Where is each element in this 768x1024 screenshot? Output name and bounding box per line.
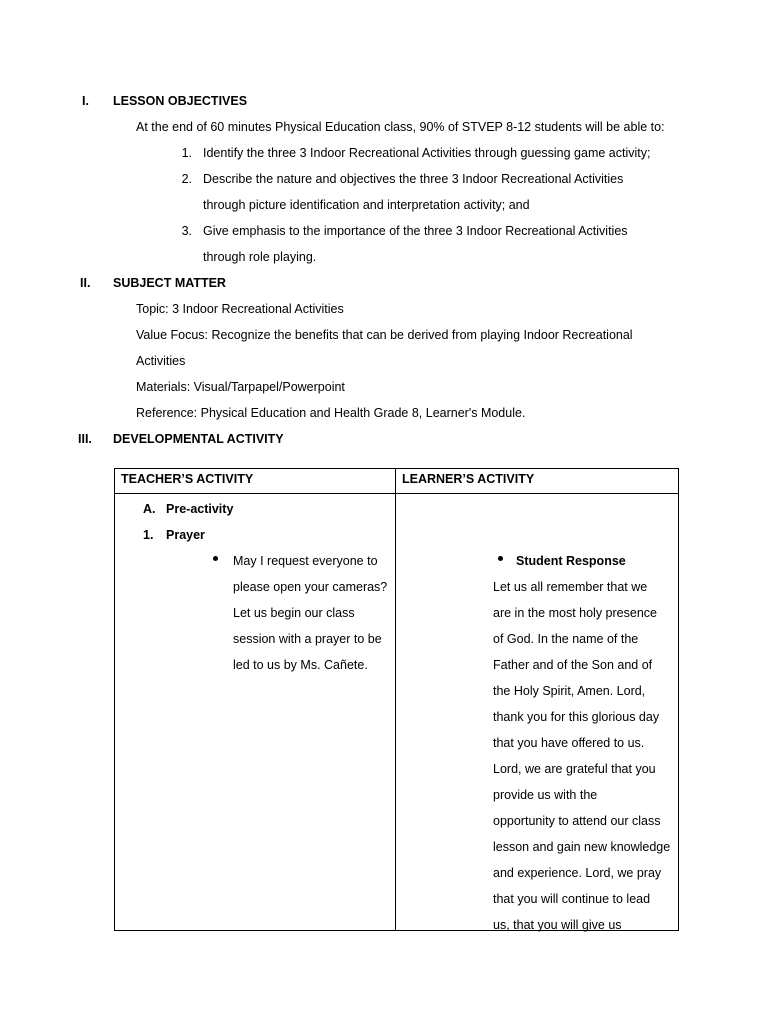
teacher-bullet — [213, 556, 218, 561]
teacher-line: Let us begin our class — [233, 606, 355, 620]
section-1-numeral: I. — [82, 94, 89, 108]
materials-line: Materials: Visual/Tarpapel/Powerpoint — [136, 380, 345, 394]
section-2-numeral: II. — [80, 276, 91, 290]
value-focus-line-2: Activities — [136, 354, 186, 368]
developmental-activity-table — [114, 468, 679, 931]
table-header-row — [115, 469, 679, 494]
teacher-line: session with a prayer to be — [233, 632, 382, 646]
student-line: Father and of the Son and of — [493, 658, 653, 672]
student-line: provide us with the — [493, 788, 598, 802]
teacher-prayer-text — [233, 548, 387, 678]
teacher-line: led to us by Ms. Cañete. — [233, 658, 368, 672]
student-line: lesson and gain new knowledge — [493, 840, 671, 854]
value-focus-line-1: Value Focus: Recognize the benefits that can be derived from playing Indoor Recreational — [136, 328, 633, 342]
teacher-line: May I request everyone to — [233, 554, 378, 568]
teacher-header-cell — [115, 469, 396, 494]
section-3-title: DEVELOPMENTAL ACTIVITY — [113, 432, 284, 446]
student-line: that you will continue to lead — [493, 892, 651, 906]
student-line: opportunity to attend our class — [493, 814, 661, 828]
teacher-activity-header: TEACHER’S ACTIVITY — [121, 472, 254, 486]
prayer-number: 1. — [143, 528, 154, 542]
student-line: Lord, we are grateful that you — [493, 762, 656, 776]
pre-activity-label: Pre-activity — [166, 502, 234, 516]
student-line: of God. In the name of the — [493, 632, 639, 646]
objective-3-line-2: through role playing. — [203, 250, 317, 264]
student-line: the Holy Spirit, Amen. Lord, — [493, 684, 646, 698]
student-line: and experience. Lord, we pray — [493, 866, 662, 880]
pre-activity-letter: A. — [143, 502, 156, 516]
objective-3-line-1: Give emphasis to the importance of the three 3 Indoor Recreational Activities — [203, 224, 628, 238]
reference-line: Reference: Physical Education and Health Grade 8, Learner's Module. — [136, 406, 526, 420]
lesson-intro: At the end of 60 minutes Physical Education class, 90% of STVEP 8-12 students will be able to: — [136, 120, 665, 134]
table-body-row — [115, 494, 679, 931]
teacher-activity-cell — [115, 494, 396, 931]
student-response-text — [493, 574, 670, 938]
section-3-numeral: III. — [78, 432, 92, 446]
objective-3-number: 3. — [181, 224, 192, 238]
teacher-line: please open your cameras? — [233, 580, 388, 594]
topic-line: Topic: 3 Indoor Recreational Activities — [136, 302, 344, 316]
objective-1-number: 1. — [181, 146, 192, 160]
learner-header-cell — [396, 469, 679, 494]
student-line: are in the most holy presence — [493, 606, 657, 620]
student-line: that you have offered to us. — [493, 736, 645, 750]
section-1-title: LESSON OBJECTIVES — [113, 94, 248, 108]
student-bullet — [498, 556, 503, 561]
student-line: thank you for this glorious day — [493, 710, 660, 724]
student-response-heading: Student Response — [516, 554, 626, 568]
student-line: Let us all remember that we — [493, 580, 648, 594]
objective-2-line-2: through picture identification and interpretation activity; and — [203, 198, 530, 212]
prayer-label: Prayer — [166, 528, 205, 542]
objective-2-number: 2. — [181, 172, 192, 186]
section-2-title: SUBJECT MATTER — [113, 276, 226, 290]
learner-activity-header: LEARNER’S ACTIVITY — [402, 472, 535, 486]
learner-activity-cell — [396, 494, 679, 931]
objective-2-line-1: Describe the nature and objectives the three 3 Indoor Recreational Activities — [203, 172, 624, 186]
objective-1-line-1: Identify the three 3 Indoor Recreational Activities through guessing game activity; — [203, 146, 651, 160]
student-line: us, that you will give us — [493, 918, 622, 932]
